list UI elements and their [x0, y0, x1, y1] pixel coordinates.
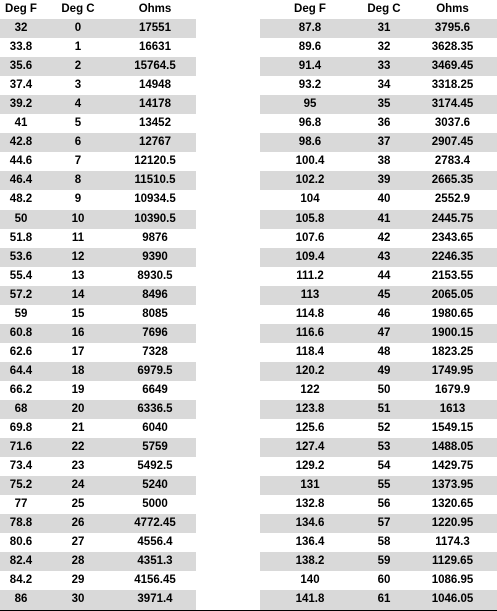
- cell-ohms-left: 11510.5: [114, 171, 196, 190]
- table-row: [0, 267, 497, 286]
- cell-deg-c-left: 2: [42, 57, 114, 76]
- cell-deg-c-left: 26: [42, 514, 114, 533]
- cell-deg-f-right: 141.8: [260, 590, 360, 610]
- cell-deg-c-right: 39: [360, 171, 408, 190]
- column-gap: [196, 362, 260, 381]
- cell-deg-f-left: 42.8: [0, 133, 42, 152]
- column-gap: [196, 495, 260, 514]
- table-row: [0, 476, 497, 495]
- column-gap: [196, 400, 260, 419]
- cell-deg-f-left: 82.4: [0, 552, 42, 571]
- cell-ohms-left: 6336.5: [114, 400, 196, 419]
- cell-deg-c-left: 0: [42, 19, 114, 38]
- cell-deg-f-left: 75.2: [0, 476, 42, 495]
- cell-deg-f-left: 78.8: [0, 514, 42, 533]
- cell-deg-c-left: 18: [42, 362, 114, 381]
- cell-deg-f-left: 39.2: [0, 95, 42, 114]
- table-row: [0, 248, 497, 267]
- cell-ohms-right: 3174.45: [408, 95, 497, 114]
- cell-deg-c-left: 25: [42, 495, 114, 514]
- table-row: [0, 343, 497, 362]
- cell-deg-c-left: 19: [42, 381, 114, 400]
- cell-deg-c-right: 35: [360, 95, 408, 114]
- cell-deg-c-right: 36: [360, 114, 408, 133]
- cell-deg-c-left: 3: [42, 76, 114, 95]
- column-gap: [196, 133, 260, 152]
- table-row: [0, 590, 497, 610]
- cell-ohms-right: 1129.65: [408, 552, 497, 571]
- column-gap: [196, 286, 260, 305]
- column-gap: [196, 343, 260, 362]
- header-deg-f-left: Deg F: [0, 0, 42, 19]
- table-row: [0, 171, 497, 190]
- column-gap: [196, 57, 260, 76]
- cell-ohms-right: 1980.65: [408, 305, 497, 324]
- cell-ohms-left: 4556.4: [114, 533, 196, 552]
- cell-ohms-left: 8085: [114, 305, 196, 324]
- cell-deg-f-left: 73.4: [0, 457, 42, 476]
- cell-deg-f-left: 55.4: [0, 267, 42, 286]
- column-gap: [196, 210, 260, 229]
- cell-deg-c-right: 40: [360, 190, 408, 209]
- table-row: [0, 552, 497, 571]
- cell-ohms-right: 2907.45: [408, 133, 497, 152]
- cell-ohms-right: 1679.9: [408, 381, 497, 400]
- cell-ohms-left: 14178: [114, 95, 196, 114]
- cell-ohms-right: 3037.6: [408, 114, 497, 133]
- cell-deg-c-left: 1: [42, 38, 114, 57]
- cell-deg-c-left: 23: [42, 457, 114, 476]
- cell-deg-f-right: 111.2: [260, 267, 360, 286]
- cell-deg-c-right: 41: [360, 210, 408, 229]
- cell-deg-f-right: 134.6: [260, 514, 360, 533]
- cell-deg-c-left: 13: [42, 267, 114, 286]
- cell-ohms-right: 1429.75: [408, 457, 497, 476]
- cell-ohms-right: 2665.35: [408, 171, 497, 190]
- cell-deg-f-right: 102.2: [260, 171, 360, 190]
- cell-deg-f-left: 80.6: [0, 533, 42, 552]
- cell-deg-f-left: 50: [0, 210, 42, 229]
- cell-deg-f-right: 120.2: [260, 362, 360, 381]
- header-ohms-right: Ohms: [408, 0, 497, 19]
- cell-ohms-right: 3628.35: [408, 38, 497, 57]
- column-gap: [196, 571, 260, 590]
- cell-ohms-right: 1320.65: [408, 495, 497, 514]
- cell-ohms-left: 16631: [114, 38, 196, 57]
- cell-deg-f-right: 131: [260, 476, 360, 495]
- cell-deg-c-right: 56: [360, 495, 408, 514]
- table-row: [0, 190, 497, 209]
- table-row: [0, 457, 497, 476]
- cell-ohms-left: 10390.5: [114, 210, 196, 229]
- cell-deg-c-right: 57: [360, 514, 408, 533]
- cell-ohms-right: 3469.45: [408, 57, 497, 76]
- cell-deg-f-left: 53.6: [0, 248, 42, 267]
- column-gap: [196, 19, 260, 38]
- cell-deg-c-left: 24: [42, 476, 114, 495]
- table-row: [0, 419, 497, 438]
- cell-ohms-right: 2445.75: [408, 210, 497, 229]
- cell-deg-c-right: 51: [360, 400, 408, 419]
- cell-deg-f-right: 113: [260, 286, 360, 305]
- column-gap: [196, 95, 260, 114]
- column-gap: [196, 248, 260, 267]
- cell-deg-f-right: 127.4: [260, 438, 360, 457]
- table-row: [0, 95, 497, 114]
- column-gap: [196, 476, 260, 495]
- table-row: [0, 152, 497, 171]
- cell-deg-c-right: 58: [360, 533, 408, 552]
- cell-ohms-right: 1373.95: [408, 476, 497, 495]
- cell-deg-f-left: 37.4: [0, 76, 42, 95]
- column-gap: [196, 552, 260, 571]
- cell-deg-f-right: 118.4: [260, 343, 360, 362]
- header-row: [0, 0, 497, 19]
- cell-ohms-right: 3795.6: [408, 19, 497, 38]
- cell-deg-c-left: 28: [42, 552, 114, 571]
- cell-deg-c-right: 43: [360, 248, 408, 267]
- cell-ohms-left: 7696: [114, 324, 196, 343]
- cell-ohms-left: 8930.5: [114, 267, 196, 286]
- cell-deg-c-left: 4: [42, 95, 114, 114]
- cell-deg-c-right: 31: [360, 19, 408, 38]
- cell-deg-f-right: 116.6: [260, 324, 360, 343]
- cell-deg-f-right: 109.4: [260, 248, 360, 267]
- cell-ohms-left: 4156.45: [114, 571, 196, 590]
- cell-deg-f-right: 89.6: [260, 38, 360, 57]
- column-gap: [196, 381, 260, 400]
- header-ohms-left: Ohms: [114, 0, 196, 19]
- table-row: [0, 495, 497, 514]
- cell-deg-f-left: 64.4: [0, 362, 42, 381]
- column-gap: [196, 590, 260, 610]
- cell-deg-f-right: 122: [260, 381, 360, 400]
- cell-deg-c-left: 29: [42, 571, 114, 590]
- cell-deg-f-left: 66.2: [0, 381, 42, 400]
- cell-deg-c-right: 60: [360, 571, 408, 590]
- cell-ohms-left: 3971.4: [114, 590, 196, 610]
- table-row: [0, 19, 497, 38]
- cell-ohms-left: 7328: [114, 343, 196, 362]
- header-deg-f-right: Deg F: [260, 0, 360, 19]
- table-row: [0, 57, 497, 76]
- cell-deg-f-right: 93.2: [260, 76, 360, 95]
- cell-deg-f-right: 132.8: [260, 495, 360, 514]
- cell-deg-f-right: 98.6: [260, 133, 360, 152]
- cell-deg-c-left: 8: [42, 171, 114, 190]
- cell-deg-f-left: 41: [0, 114, 42, 133]
- column-gap: [196, 419, 260, 438]
- cell-ohms-left: 5240: [114, 476, 196, 495]
- cell-deg-c-right: 45: [360, 286, 408, 305]
- cell-deg-f-right: 123.8: [260, 400, 360, 419]
- cell-deg-c-right: 49: [360, 362, 408, 381]
- table-row: [0, 210, 497, 229]
- cell-deg-c-right: 46: [360, 305, 408, 324]
- column-gap: [196, 171, 260, 190]
- cell-deg-f-right: 138.2: [260, 552, 360, 571]
- cell-deg-f-right: 105.8: [260, 210, 360, 229]
- cell-deg-c-right: 48: [360, 343, 408, 362]
- cell-deg-f-left: 57.2: [0, 286, 42, 305]
- cell-deg-f-right: 104: [260, 190, 360, 209]
- table-row: [0, 533, 497, 552]
- cell-deg-f-left: 33.8: [0, 38, 42, 57]
- table-row: [0, 400, 497, 419]
- cell-deg-c-right: 33: [360, 57, 408, 76]
- cell-deg-f-right: 96.8: [260, 114, 360, 133]
- cell-ohms-right: 1900.15: [408, 324, 497, 343]
- table-row: [0, 133, 497, 152]
- cell-deg-c-right: 47: [360, 324, 408, 343]
- cell-deg-f-left: 68: [0, 400, 42, 419]
- cell-deg-f-left: 51.8: [0, 229, 42, 248]
- cell-ohms-right: 1220.95: [408, 514, 497, 533]
- cell-deg-f-right: 140: [260, 571, 360, 590]
- cell-ohms-right: 3318.25: [408, 76, 497, 95]
- column-gap: [196, 438, 260, 457]
- cell-ohms-right: 1613: [408, 400, 497, 419]
- cell-deg-c-left: 12: [42, 248, 114, 267]
- cell-ohms-left: 12767: [114, 133, 196, 152]
- cell-deg-c-left: 22: [42, 438, 114, 457]
- cell-deg-f-right: 136.4: [260, 533, 360, 552]
- cell-deg-c-right: 34: [360, 76, 408, 95]
- cell-deg-f-right: 87.8: [260, 19, 360, 38]
- column-gap: [196, 457, 260, 476]
- cell-deg-c-right: 44: [360, 267, 408, 286]
- table-row: [0, 324, 497, 343]
- cell-deg-f-right: 91.4: [260, 57, 360, 76]
- column-gap: [196, 267, 260, 286]
- column-gap: [196, 152, 260, 171]
- cell-deg-c-left: 20: [42, 400, 114, 419]
- cell-ohms-left: 12120.5: [114, 152, 196, 171]
- table-row: [0, 38, 497, 57]
- table-row: [0, 305, 497, 324]
- cell-deg-c-left: 5: [42, 114, 114, 133]
- cell-deg-c-left: 17: [42, 343, 114, 362]
- cell-ohms-left: 15764.5: [114, 57, 196, 76]
- column-gap: [196, 324, 260, 343]
- cell-deg-c-right: 54: [360, 457, 408, 476]
- cell-ohms-left: 6040: [114, 419, 196, 438]
- cell-ohms-right: 1046.05: [408, 590, 497, 610]
- cell-ohms-left: 8496: [114, 286, 196, 305]
- column-gap: [196, 114, 260, 133]
- cell-deg-f-left: 62.6: [0, 343, 42, 362]
- cell-ohms-right: 2783.4: [408, 152, 497, 171]
- cell-deg-f-left: 48.2: [0, 190, 42, 209]
- cell-deg-c-left: 9: [42, 190, 114, 209]
- cell-deg-f-right: 95: [260, 95, 360, 114]
- column-gap: [196, 190, 260, 209]
- header-deg-c-right: Deg C: [360, 0, 408, 19]
- cell-ohms-right: 2343.65: [408, 229, 497, 248]
- cell-deg-f-right: 129.2: [260, 457, 360, 476]
- cell-ohms-left: 10934.5: [114, 190, 196, 209]
- cell-deg-c-right: 59: [360, 552, 408, 571]
- cell-deg-c-left: 21: [42, 419, 114, 438]
- cell-deg-f-left: 60.8: [0, 324, 42, 343]
- cell-deg-f-left: 69.8: [0, 419, 42, 438]
- cell-deg-c-left: 14: [42, 286, 114, 305]
- cell-ohms-left: 5000: [114, 495, 196, 514]
- cell-ohms-right: 1174.3: [408, 533, 497, 552]
- cell-deg-c-left: 6: [42, 133, 114, 152]
- cell-deg-f-right: 125.6: [260, 419, 360, 438]
- cell-deg-c-left: 15: [42, 305, 114, 324]
- cell-deg-c-left: 11: [42, 229, 114, 248]
- cell-ohms-right: 1749.95: [408, 362, 497, 381]
- cell-deg-f-left: 77: [0, 495, 42, 514]
- cell-deg-f-left: 44.6: [0, 152, 42, 171]
- cell-deg-c-right: 61: [360, 590, 408, 610]
- column-gap: [196, 533, 260, 552]
- cell-deg-c-right: 42: [360, 229, 408, 248]
- cell-deg-c-left: 10: [42, 210, 114, 229]
- cell-ohms-right: 2153.55: [408, 267, 497, 286]
- cell-ohms-right: 2552.9: [408, 190, 497, 209]
- cell-ohms-right: 2065.05: [408, 286, 497, 305]
- cell-deg-f-left: 86: [0, 590, 42, 610]
- cell-ohms-right: 1488.05: [408, 438, 497, 457]
- cell-deg-c-right: 55: [360, 476, 408, 495]
- cell-ohms-left: 17551: [114, 19, 196, 38]
- cell-deg-c-right: 38: [360, 152, 408, 171]
- table-row: [0, 571, 497, 590]
- table-body: [0, 19, 497, 610]
- table-row: [0, 514, 497, 533]
- cell-deg-c-left: 16: [42, 324, 114, 343]
- cell-deg-f-left: 59: [0, 305, 42, 324]
- cell-deg-f-left: 46.4: [0, 171, 42, 190]
- cell-ohms-right: 1549.15: [408, 419, 497, 438]
- cell-deg-f-right: 100.4: [260, 152, 360, 171]
- cell-ohms-left: 5759: [114, 438, 196, 457]
- table-row: [0, 229, 497, 248]
- table-row: [0, 114, 497, 133]
- cell-deg-c-left: 30: [42, 590, 114, 610]
- column-gap: [196, 514, 260, 533]
- cell-ohms-right: 1823.25: [408, 343, 497, 362]
- cell-deg-c-right: 32: [360, 38, 408, 57]
- cell-deg-c-right: 53: [360, 438, 408, 457]
- cell-ohms-left: 13452: [114, 114, 196, 133]
- cell-deg-f-left: 35.6: [0, 57, 42, 76]
- cell-deg-c-right: 37: [360, 133, 408, 152]
- table-row: [0, 76, 497, 95]
- cell-deg-f-left: 71.6: [0, 438, 42, 457]
- column-gap: [196, 0, 260, 19]
- column-gap: [196, 38, 260, 57]
- cell-ohms-left: 4772.45: [114, 514, 196, 533]
- cell-ohms-left: 9876: [114, 229, 196, 248]
- table-row: [0, 438, 497, 457]
- cell-deg-c-right: 50: [360, 381, 408, 400]
- cell-deg-f-right: 114.8: [260, 305, 360, 324]
- cell-ohms-left: 9390: [114, 248, 196, 267]
- cell-deg-c-left: 27: [42, 533, 114, 552]
- cell-ohms-left: 6649: [114, 381, 196, 400]
- cell-ohms-left: 6979.5: [114, 362, 196, 381]
- cell-deg-c-left: 7: [42, 152, 114, 171]
- cell-deg-c-right: 52: [360, 419, 408, 438]
- cell-ohms-right: 1086.95: [408, 571, 497, 590]
- cell-ohms-left: 5492.5: [114, 457, 196, 476]
- cell-ohms-left: 4351.3: [114, 552, 196, 571]
- table-row: [0, 381, 497, 400]
- column-gap: [196, 229, 260, 248]
- cell-deg-f-left: 32: [0, 19, 42, 38]
- cell-ohms-left: 14948: [114, 76, 196, 95]
- header-deg-c-left: Deg C: [42, 0, 114, 19]
- table-row: [0, 362, 497, 381]
- cell-deg-f-left: 84.2: [0, 571, 42, 590]
- table-row: [0, 286, 497, 305]
- cell-deg-f-right: 107.6: [260, 229, 360, 248]
- cell-ohms-right: 2246.35: [408, 248, 497, 267]
- column-gap: [196, 305, 260, 324]
- column-gap: [196, 76, 260, 95]
